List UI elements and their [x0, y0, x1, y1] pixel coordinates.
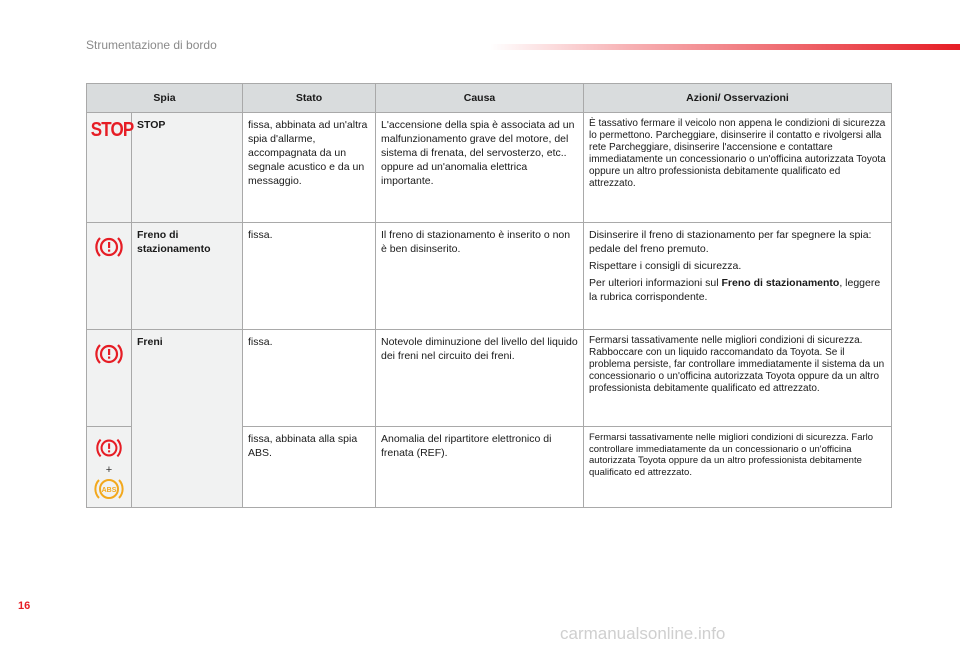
azioni-bold-text: Freno di stazionamento: [721, 277, 840, 289]
table-row: [87, 113, 892, 223]
azioni-line: [589, 276, 886, 304]
azioni-text: Per ulteriori informazioni sul: [589, 277, 719, 289]
causa-cell: Anomalia del ripartitore elettronico di frenata (REF).: [376, 427, 584, 508]
light-name: Freni: [132, 330, 243, 508]
abs-icon-label: ABS: [101, 487, 117, 494]
stop-warning-icon: STOP: [90, 119, 134, 141]
azioni-cell: Fermarsi tassativamente nelle migliori condizioni di sicurezza. Rabboccare con un liquido raccomandato da Toyota. Se il problema persiste, far controllare immediatamente il sistema da un concessionario o un'officina autorizzata Toyota oppure da un altro professionista debitamente qualificato ed attrezzato.: [584, 330, 892, 427]
azioni-cell: È tassativo fermare il veicolo non appena le condizioni di sicurezza lo permettono. Parcheggiare, disinserire il contatto e rivolgersi alla rete Parcheggiare, disinserire l'accensione e contattare immediatamente un concessionario o un'officina autorizzata Toyota oppure un altro professionista debitamente qualificato ed attrezzato.: [584, 113, 892, 223]
azioni-line: Rispettare i consigli di sicurezza.: [589, 260, 742, 272]
warning-lights-table: [86, 83, 892, 508]
brake-warning-icon: [93, 340, 125, 368]
abs-warning-icon: [92, 475, 126, 503]
stato-cell: fissa.: [243, 330, 376, 427]
table-row: [87, 223, 892, 330]
page-number: 16: [18, 600, 31, 612]
causa-cell: Il freno di stazionamento è inserito o non è ben disinserito.: [376, 223, 584, 330]
section-title: Strumentazione di bordo: [86, 38, 217, 52]
azioni-text: , leggere la rubrica corrispondente.: [589, 277, 881, 303]
azioni-cell: [584, 223, 892, 330]
column-header-causa: Causa: [376, 84, 584, 113]
icon-cell: [87, 330, 132, 427]
icon-cell: [87, 113, 132, 223]
icon-cell: [87, 223, 132, 330]
stato-cell: fissa, abbinata ad un'altra spia d'allarme, accompagnata da un segnale acustico e da un messaggio.: [243, 113, 376, 223]
causa-cell: L'accensione della spia è associata ad un malfunzionamento grave del motore, del sistema di frenata, del servosterzo, etc.. oppure ad un'anomalia elettrica importante.: [376, 113, 584, 223]
stato-cell: fissa.: [243, 223, 376, 330]
light-name: STOP: [132, 113, 243, 223]
column-header-azioni: Azioni/ Osservazioni: [584, 84, 892, 113]
causa-cell: Notevole diminuzione del livello del liquido dei freni nel circuito dei freni.: [376, 330, 584, 427]
column-header-spia: Spia: [87, 84, 243, 113]
azioni-line: Disinserire il freno di stazionamento per far spegnere la spia: pedale del freno premuto.: [589, 229, 872, 255]
light-name: Freno di stazionamento: [132, 223, 243, 330]
table-header-row: [87, 84, 892, 113]
header-accent-bar: [490, 44, 960, 50]
table-row: [87, 330, 892, 427]
azioni-cell: Fermarsi tassativamente nelle migliori condizioni di sicurezza. Farlo controllare immediatamente da un concessionario o un'officina autorizzata Toyota oppure da un altro professionista debitamente qualificato ed attrezzato.: [584, 427, 892, 508]
plus-sign: +: [105, 464, 113, 476]
brake-warning-icon: [93, 233, 125, 261]
watermark: carmanualsonline.info: [560, 624, 726, 643]
brake-warning-icon: [93, 435, 125, 461]
column-header-stato: Stato: [243, 84, 376, 113]
stato-cell: fissa, abbinata alla spia ABS.: [243, 427, 376, 508]
icon-cell: [87, 427, 132, 508]
